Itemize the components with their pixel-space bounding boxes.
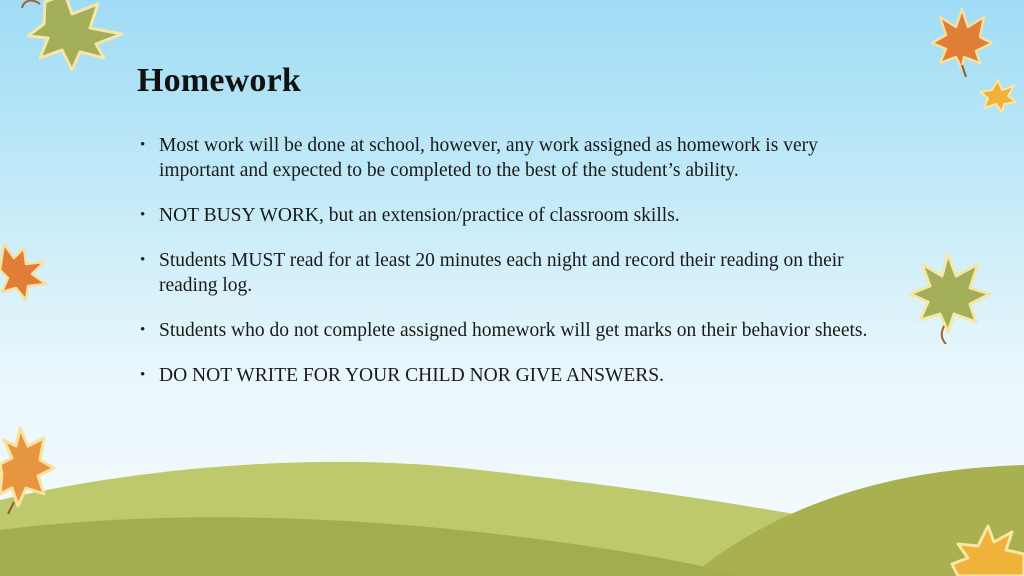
bullet-item xyxy=(138,318,898,343)
bullet-glyph: • xyxy=(140,207,146,223)
bullet-item xyxy=(138,133,898,183)
bullet-list xyxy=(138,133,898,408)
bullet-item xyxy=(138,363,898,388)
slide-title: Homework xyxy=(137,62,302,99)
bullet-text: DO NOT WRITE FOR YOUR CHILD NOR GIVE ANSWERS. xyxy=(159,365,665,386)
bullet-text: Students who do not complete assigned homework will get marks on their behavior sheets. xyxy=(159,320,868,341)
bullet-glyph: • xyxy=(140,137,146,153)
bullet-glyph: • xyxy=(140,367,146,383)
leaf-icon-orange xyxy=(930,5,994,77)
leaf-icon-orange xyxy=(0,240,50,304)
bullet-item xyxy=(138,248,898,298)
bullet-item xyxy=(138,203,898,228)
bullet-text: NOT BUSY WORK, but an extension/practice of classroom skills. xyxy=(159,205,680,226)
leaf-icon-yellow xyxy=(978,78,1018,114)
leaf-icon-yellow xyxy=(948,520,1024,576)
bullet-text: Most work will be done at school, however, any work assigned as homework is very important and expected to be completed to the best of the student’s ability. xyxy=(159,135,818,181)
bullet-glyph: • xyxy=(140,322,146,338)
leaf-icon-green xyxy=(10,0,130,72)
leaf-icon-green xyxy=(908,248,992,344)
bullet-glyph: • xyxy=(140,252,146,268)
leaf-icon-orange xyxy=(0,424,56,516)
bullet-text: Students MUST read for at least 20 minutes each night and record their reading on their reading log. xyxy=(159,250,844,296)
